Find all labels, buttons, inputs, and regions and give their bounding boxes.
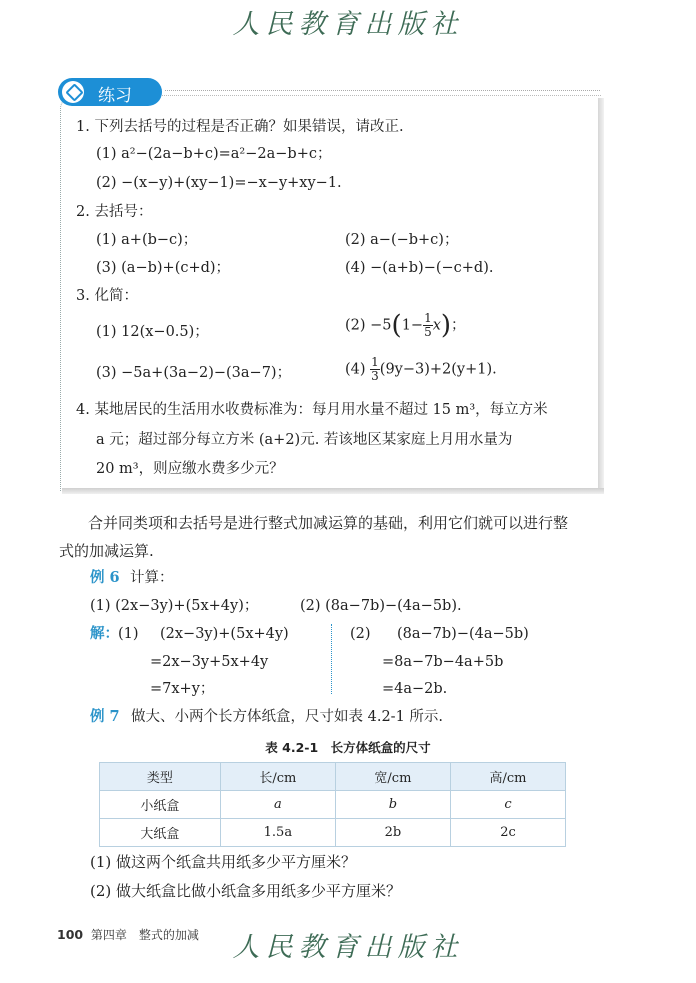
- table-caption: 表 4.2-1 长方体纸盒的尺寸: [265, 740, 431, 755]
- table-cell: 2c: [450, 819, 565, 847]
- table-cell: 大纸盒: [100, 819, 221, 847]
- publisher-logo-bottom: 人民教育出版社: [232, 932, 464, 963]
- question-2-title: 2. 去括号：: [76, 204, 153, 220]
- solution-2-number: (2): [350, 626, 371, 642]
- question-2-item: (3) (a−b)+(c+d)；: [96, 260, 231, 276]
- page-number: 100: [57, 927, 84, 942]
- example-7-prompt: 做大、小两个长方体纸盒，尺寸如表 4.2-1 所示.: [131, 709, 444, 725]
- solution-2-step: =8a−7b−4a+5b: [382, 654, 504, 670]
- question-4-line: 20 m³，则应缴水费多少元？: [96, 461, 284, 477]
- question-4-line: 4. 某地居民的生活用水收费标准为：每月用水量不超过 15 m³，每立方米: [76, 402, 548, 418]
- question-4-line: a 元；超过部分每立方米 (a+2)元. 若该地区某家庭上月用水量为: [96, 432, 513, 448]
- question-1-item: (2) −(x−y)+(xy−1)=−x−y+xy−1.: [96, 175, 342, 191]
- body-paragraph-line: 合并同类项和去括号是进行整式加减运算的基础，利用它们就可以进行整: [88, 514, 569, 532]
- fraction: $\frac{1}{3}$: [371, 355, 379, 383]
- solution-2-step: (8a−7b)−(4a−5b): [397, 626, 529, 642]
- solution-2-step: =4a−2b.: [382, 681, 448, 697]
- question-2-item: (1) a+(b−c)；: [96, 232, 198, 248]
- exercise-box-shadow: [598, 98, 604, 492]
- table-header: 高/cm: [450, 763, 565, 791]
- table-cell: 1.5a: [220, 819, 335, 847]
- solution-1-step: =2x−3y+5x+4y: [150, 654, 269, 670]
- table-header: 类型: [100, 763, 221, 791]
- fraction: $\frac{1}{5}$: [424, 311, 432, 339]
- question-3-title: 3. 化简：: [76, 288, 138, 304]
- example-6-problem: (1) (2x−3y)+(5x+4y)；: [90, 598, 259, 614]
- table-row: [100, 819, 566, 847]
- exercise-icon: [62, 81, 84, 103]
- example-6-label: 例 6: [90, 569, 120, 586]
- solution-1-step: (2x−3y)+(5x+4y): [160, 626, 289, 642]
- question-3-item: (2) −5(1− $\frac{1}{5}$ x)；: [345, 310, 466, 341]
- table-cell: c: [450, 791, 565, 819]
- example-7-question: (1) 做这两个纸盒共用纸多少平方厘米？: [90, 853, 357, 871]
- question-3-item: (4) $\frac{1}{3}$ (9y−3)+2(y+1).: [345, 355, 497, 383]
- exercise-box-shadow: [62, 488, 604, 494]
- table-header: 宽/cm: [335, 763, 450, 791]
- question-1-item: (1) a²−(2a−b+c)=a²−2a−b+c；: [96, 146, 332, 162]
- question-2-item: (4) −(a+b)−(−c+d).: [345, 260, 494, 276]
- chapter-title: 第四章 整式的加减: [90, 928, 199, 942]
- question-3-item: (1) 12(x−0.5)；: [96, 324, 209, 340]
- table-cell: a: [220, 791, 335, 819]
- solution-label: 解：: [90, 625, 119, 642]
- question-2-item: (2) a−(−b+c)；: [345, 232, 459, 248]
- table-cell: 小纸盒: [100, 791, 221, 819]
- dotted-rule: [165, 90, 600, 91]
- body-paragraph-line: 式的加减运算.: [59, 542, 154, 560]
- exercise-badge: [58, 78, 162, 106]
- exercise-badge-label: 练习: [98, 86, 132, 106]
- solution-1-step: =7x+y；: [150, 681, 215, 697]
- example-6-problem: (2) (8a−7b)−(4a−5b).: [300, 598, 462, 614]
- example-7-label: 例 7: [90, 708, 120, 725]
- solution-divider: [331, 624, 332, 694]
- example-7-question: (2) 做大纸盒比做小纸盒多用纸多少平方厘米？: [90, 882, 402, 900]
- table-header: 长/cm: [220, 763, 335, 791]
- box-dimensions-table: [99, 762, 566, 847]
- publisher-logo-top: 人民教育出版社: [232, 9, 464, 40]
- question-3-item: (3) −5a+(3a−2)−(3a−7)；: [96, 365, 292, 381]
- solution-1-number: (1): [118, 626, 139, 642]
- table-cell: b: [335, 791, 450, 819]
- table-row: [100, 791, 566, 819]
- table-cell: 2b: [335, 819, 450, 847]
- table-header-row: [100, 763, 566, 791]
- example-6-prompt: 计算：: [130, 570, 174, 586]
- question-1-title: 1. 下列去括号的过程是否正确？如果错误，请改正.: [76, 119, 404, 135]
